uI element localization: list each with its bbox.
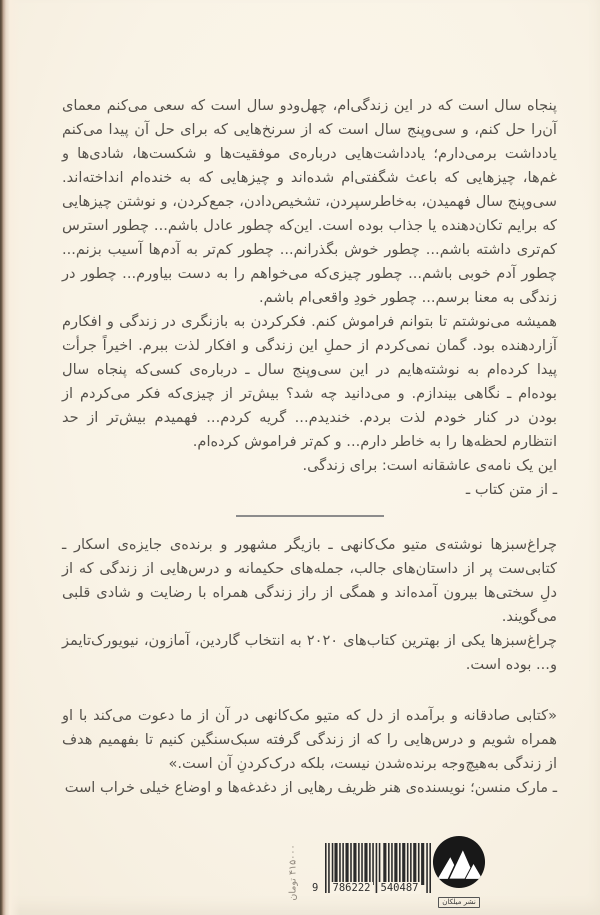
- mountains-icon: [432, 835, 486, 889]
- publisher-name: نشر میلکان: [438, 897, 480, 908]
- review-attribution: ـ مارک منسن؛ نویسنده‌ی هنر ظریف رهایی از دغدغه‌ها و اوضاع خیلی خراب است: [64, 779, 557, 796]
- barcode-digits: 9: [312, 882, 319, 894]
- barcode-digits: 540487: [378, 882, 421, 894]
- back-cover-text: [62, 94, 557, 800]
- barcode: [312, 843, 434, 909]
- about-book-section: [62, 533, 557, 677]
- section-divider: [236, 515, 384, 517]
- publisher-logo: [431, 835, 487, 908]
- review-quote: «کتابی صادقانه و برآمده از دل که متیو مک‌کانهی در آن از ما دعوت می‌کند با او همراه شویم و درس‌هایی را که از زندگی گرفته سبک‌سنگین کنیم تا بفهمیم هدف از زندگی به‌هیچ‌وجه برنده‌شدن نیست، بلکه درک‌کردنِ آن است.»: [62, 707, 557, 772]
- awards-paragraph: چراغ‌سبزها یکی از بهترین کتاب‌های ۲۰۲۰ به انتخاب گاردین، آمازون، نیویورک‌تایمز و... بوده است.: [62, 632, 557, 673]
- excerpt-paragraph: این یک نامه‌ی عاشقانه است: برای زندگی.: [302, 457, 557, 474]
- barcode-digits: 786222: [330, 882, 373, 894]
- excerpt-paragraph: همیشه می‌نوشتم تا بتوانم فراموش کنم. فکرکردن به بازنگری در زندگی و افکارم آزاردهنده بود. گمان نمی‌کردم از حملِ این زندگی و افکار لذت ببرم. اخیراً جرأت پیدا کرده‌ام به نوشته‌هایم در این سی‌وپنج سال ـ درباره‌ی کسی‌که پنجاه سال بوده‌ام ـ نگاهی بیندازم. و می‌دانید چه شد؟ بیش‌تر از چیزی‌که فکر می‌کردم از بودن در کنار خودم لذت بردم. خندیدم... گریه کردم... فهمیدم بیش‌تر از حد انتظارم لحظه‌ها را به خاطر دارم... و کم‌تر فراموش کرده‌ام.: [62, 313, 557, 450]
- book-edge-shadow: [0, 0, 20, 915]
- review-section: [62, 704, 557, 800]
- excerpt-paragraph: پنجاه سال است که در این زندگی‌ام، چهل‌ودو سال است که سعی می‌کنم معمای آن‌را حل کنم، و سی‌وپنج سال است که از سرنخ‌هایی که برای حل آن پیدا می‌کنم یادداشت برمی‌دارم؛ یادداشت‌هایی درباره‌ی موفقیت‌ها و شکست‌ها، شادی‌ها و غم‌ها، چیزهایی که باعث شگفتی‌ام شده‌اند و چیزهایی که به خنده‌ام انداخته‌اند. سی‌وپنج سال فهمیدن، به‌خاطرسپردن، تشخیص‌دادن، جمع‌کردن، و نوشتن چیزهایی که برایم تکان‌دهنده یا جذاب بوده است. این‌که چطور عادل باشم... چطور استرس کم‌تری داشته باشم... چطور خوش بگذرانم... چطور کم‌تر به آدم‌ها آسیب بزنم... چطور آدم خوبی باشم... چطور چیزی‌که می‌خواهم را به دست بیاورم... چطور در زندگی به معنا برسم... چطور خودِ واقعی‌ام باشم.: [62, 97, 557, 306]
- about-book-paragraph: چراغ‌سبزها نوشته‌ی متیو مک‌کانهی ـ بازیگر مشهور و برنده‌ی جایزه‌ی اسکار ـ کتابی‌ست پر از داستان‌های جالب، جمله‌های حکیمانه و درس‌هایی از زندگی که از دلِ سختی‌ها بیرون آمده‌اند و همگی از راز زندگی همراه با رضایت و شادی قلبی می‌گویند.: [62, 536, 557, 625]
- price-label: ۴۱۵۰۰۰ تومان: [287, 844, 299, 901]
- excerpt-source: ـ از متن کتاب ـ: [465, 481, 557, 498]
